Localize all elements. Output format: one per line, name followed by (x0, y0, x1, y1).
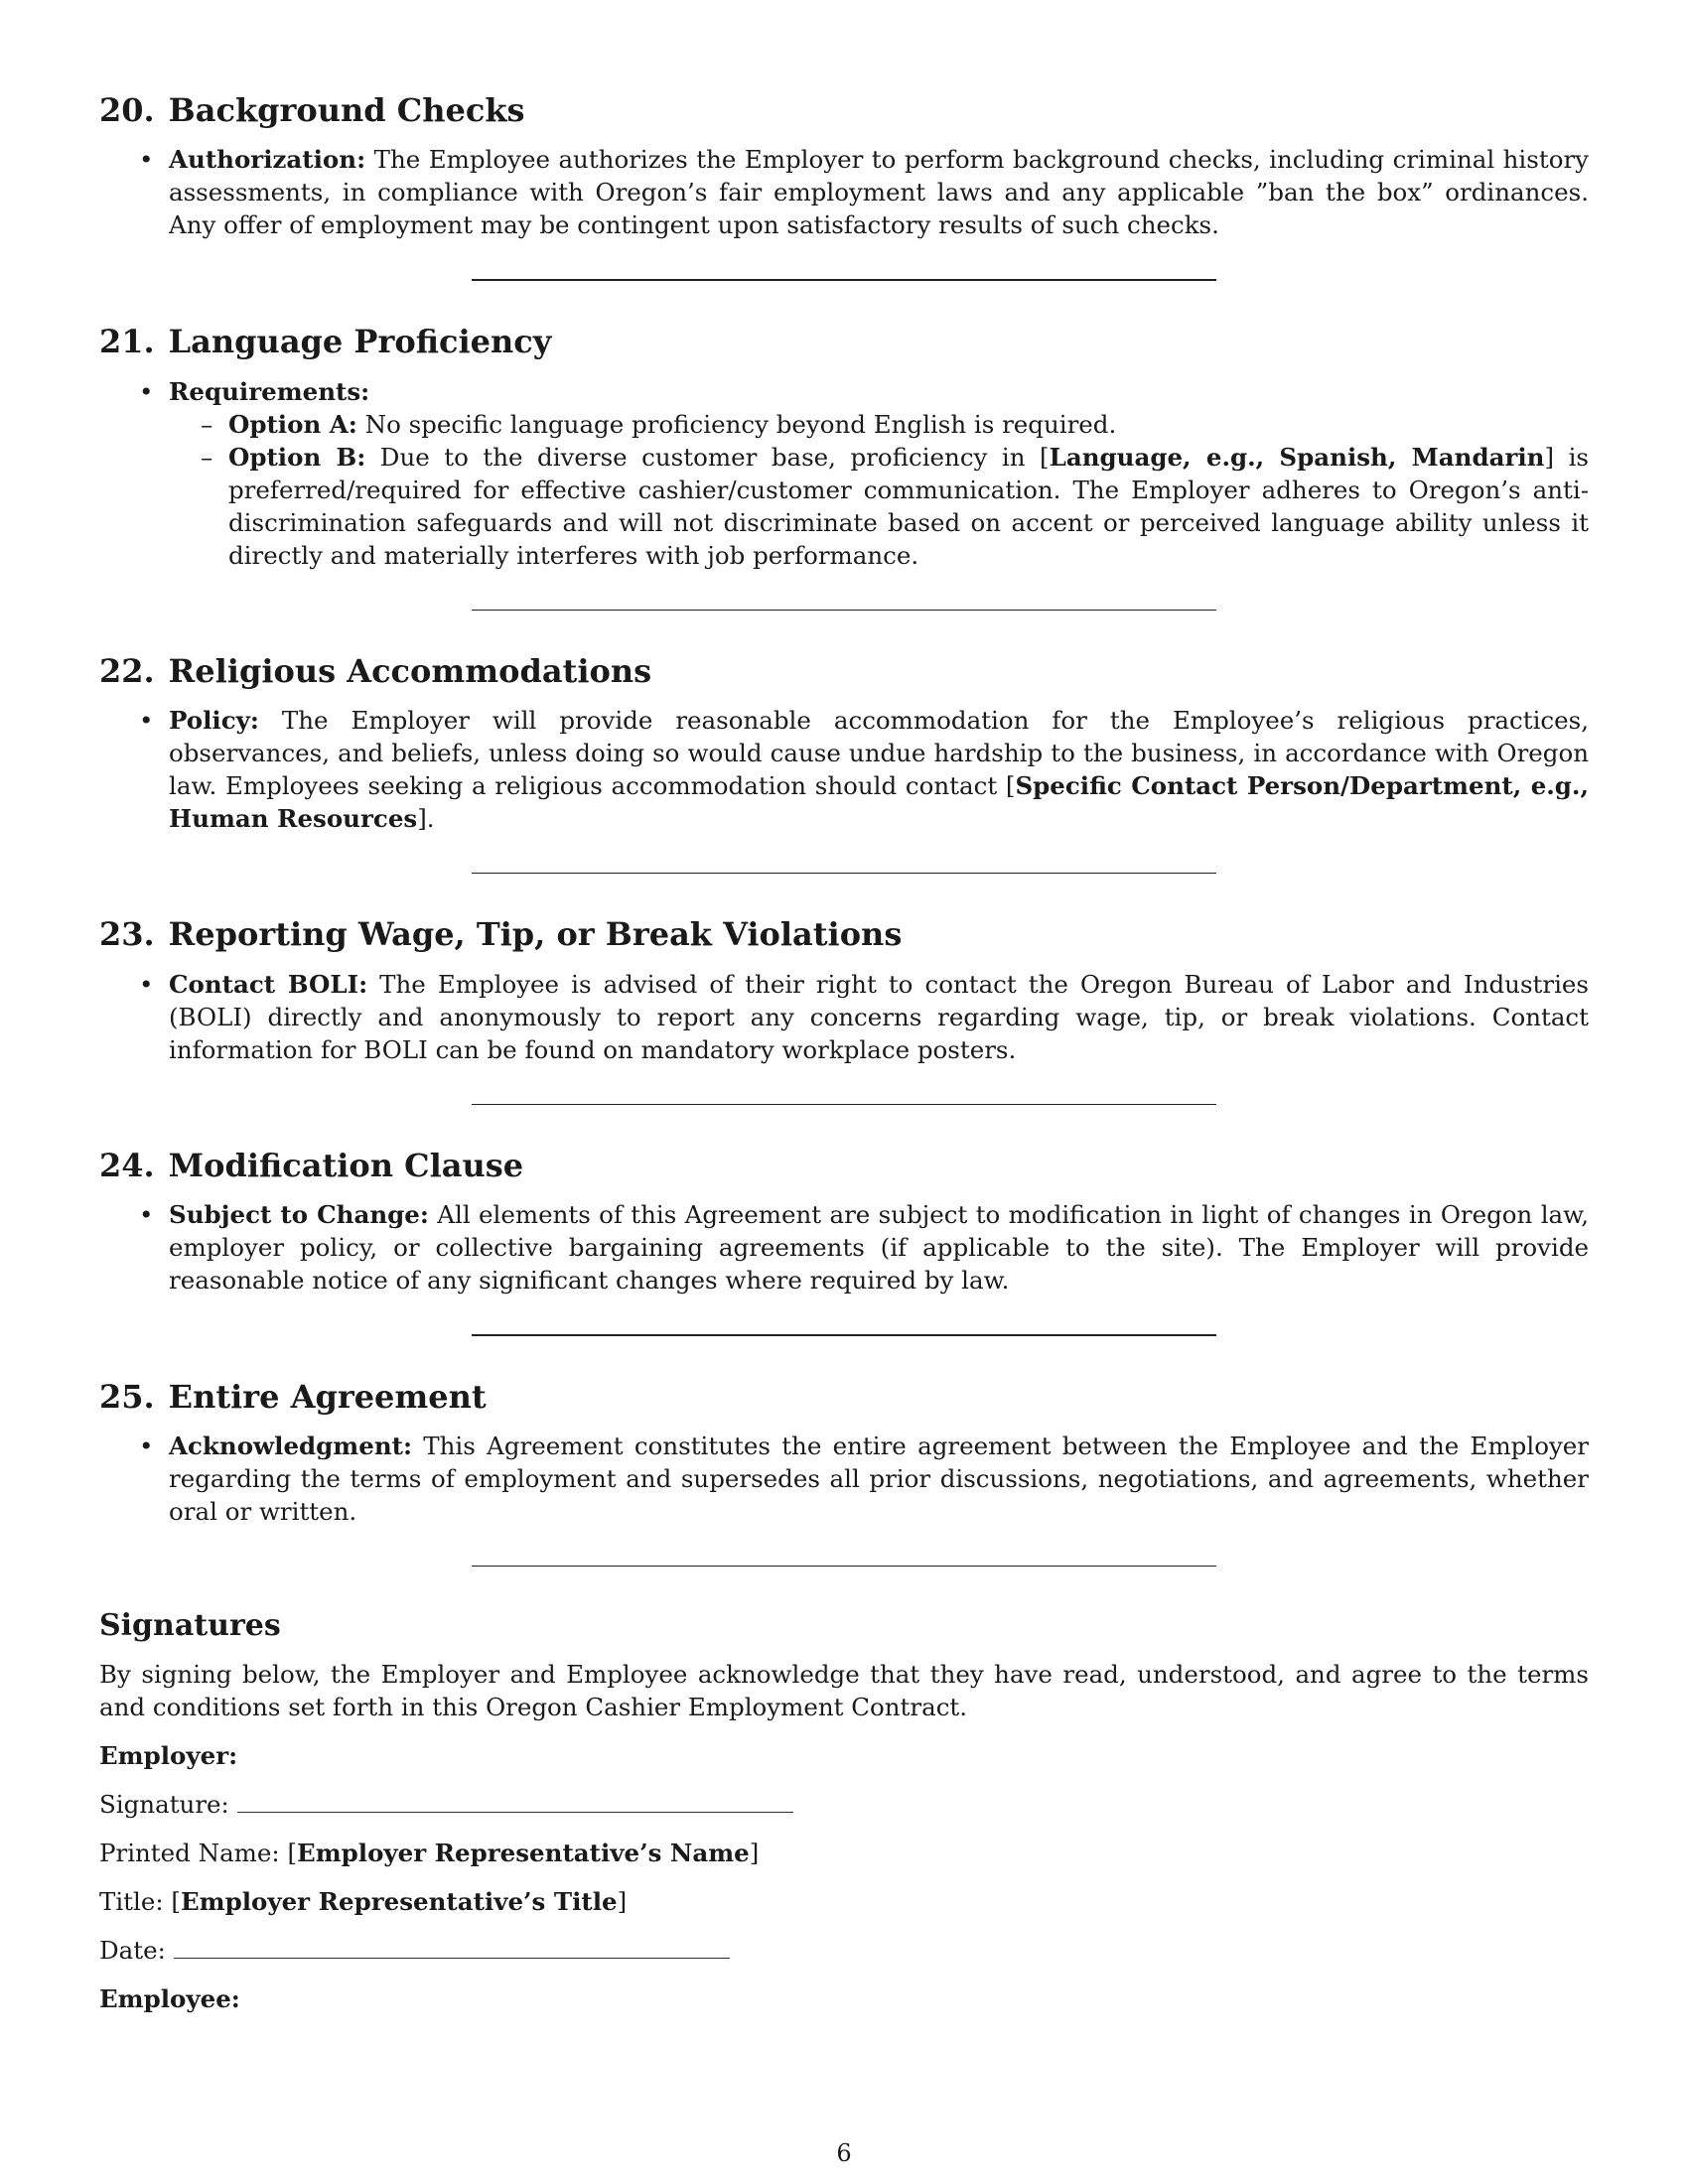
option-a-text: No specific language proficiency beyond English is required. (356, 409, 1117, 439)
section-heading (99, 652, 1589, 690)
option-a-label: Option A: (228, 409, 357, 439)
bullet-label: Acknowledgment: (169, 1432, 412, 1461)
bullet-label: Policy: (169, 706, 259, 736)
printed-name-placeholder: Employer Representative’s Name (297, 1839, 750, 1868)
employer-signature-row (99, 1788, 1589, 1821)
section-divider (472, 1566, 1216, 1567)
bullet-text: The Employee authorizes the Employer to perform background checks, including criminal history assessments, in compliance with Oregon’s fair employment laws and any applicable ”ban the box” ordinances. Any offer of employment may be contingent upon satisfactory results of such checks. (169, 145, 1589, 240)
bullet-label: Requirements: (169, 376, 370, 406)
page-number: 6 (836, 2139, 852, 2167)
section-title: Reporting Wage, Tip, or Break Violations (168, 915, 903, 954)
bullet-label: Contact BOLI: (169, 969, 368, 999)
bullet-item (99, 1430, 1589, 1528)
bullet-item (99, 143, 1589, 241)
section-entire-agreement (99, 1378, 1589, 1528)
bullet-text-cont: ]. (417, 804, 435, 834)
option-b-text-cont: ] is preferred/required for effective cashier/customer communication. The Employer adheres to Oregon’s anti-discrimination safeguards and will not discriminate based on accent or perceived language ability unless it directly and materially interferes with job performance. (228, 442, 1589, 570)
bullet-text: All elements of this Agreement are subject to modification in light of changes in Oregon law, employer policy, or collective bargaining agreements (if applicable to the site). The Employer will provide reasonable notice of any significant changes where required by law. (169, 1199, 1589, 1295)
section-divider (472, 1334, 1216, 1336)
section-title: Entire Agreement (168, 1377, 487, 1416)
employer-title-row: Title: [Employer Representative’s Title] (99, 1887, 628, 1917)
section-number: 22. (99, 651, 155, 690)
section-heading (99, 91, 1589, 129)
bullet-item (99, 1198, 1589, 1297)
bullet-text: This Agreement constitutes the entire agreement between the Employee and the Employer regarding the terms of employment and supersedes all prior discussions, negotiations, and agreements, whether oral or written. (169, 1432, 1589, 1527)
section-heading (99, 915, 1589, 953)
employer-label: Employer: (99, 1741, 238, 1771)
sub-item-option-b (99, 441, 1589, 572)
sub-item-option-a (99, 408, 1589, 441)
signatures-intro: By signing below, the Employer and Employee acknowledge that they have read, understood, and agree to the terms and conditions set forth in this Oregon Cashier Employment Contract. (99, 1660, 1589, 1722)
bullet-label: Subject to Change: (169, 1199, 429, 1229)
section-title: Modification Clause (168, 1146, 524, 1184)
option-b-label: Option B: (228, 442, 366, 472)
section-background-checks (99, 91, 1589, 241)
option-b-placeholder: Language, e.g., Spanish, Mandarin (1049, 442, 1545, 472)
bullet-text: The Employee is advised of their right to contact the Oregon Bureau of Labor and Industries (BOLI) directly and anonymously to report any concerns regarding wage, tip, or break violations. Contact information for BOLI can be found on mandatory workplace posters. (169, 969, 1589, 1064)
section-title: Religious Accommodations (168, 651, 652, 690)
section-divider (472, 873, 1216, 874)
section-number: 21. (99, 323, 155, 361)
employer-date-line[interactable] (174, 1940, 730, 1959)
section-number: 23. (99, 915, 155, 954)
title-placeholder: Employer Representative’s Title (180, 1887, 618, 1917)
title-label: Title: (99, 1887, 164, 1917)
section-number: 20. (99, 91, 155, 129)
date-label: Date: (99, 1936, 166, 1966)
signatures-section (99, 1608, 1589, 2015)
contact-placeholder: Specific Contact Person/Department, e.g., Human Resources (169, 771, 1589, 834)
section-reporting-violations (99, 915, 1589, 1065)
section-heading (99, 1147, 1589, 1184)
section-modification-clause (99, 1147, 1589, 1297)
section-divider (472, 1104, 1216, 1105)
section-heading (99, 1378, 1589, 1416)
option-b-text: Due to the diverse customer base, proficiency in [ (365, 442, 1050, 472)
printed-name-label: Printed Name: (99, 1839, 280, 1868)
employer-signature-line[interactable] (237, 1794, 793, 1813)
section-language-proficiency (99, 323, 1589, 571)
bullet-label: Authorization: (169, 145, 366, 175)
employer-date-row (99, 1934, 1589, 1967)
section-heading (99, 323, 1589, 360)
bullet-item (99, 375, 1589, 408)
section-divider (472, 610, 1216, 611)
employee-label: Employee: (99, 1984, 240, 2014)
section-divider (472, 279, 1216, 281)
section-title: Language Proficiency (168, 323, 552, 361)
section-religious-accommodations (99, 652, 1589, 835)
bullet-text: The Employer will provide reasonable accommodation for the Employee’s religious practices, observances, and beliefs, unless doing so would cause undue hardship to the business, in accordance with Oregon law. Employees seeking a religious accommodation should contact [ (169, 706, 1589, 801)
employer-printed-name-row: Printed Name: [Employer Representative’s Name] (99, 1839, 760, 1868)
signatures-heading: Signatures (99, 1608, 281, 1644)
section-number: 24. (99, 1146, 155, 1184)
bullet-item (99, 704, 1589, 835)
document-page (99, 91, 1589, 2031)
section-title: Background Checks (168, 91, 525, 129)
signature-label: Signature: (99, 1790, 229, 1820)
section-number: 25. (99, 1377, 155, 1416)
bullet-item (99, 968, 1589, 1066)
